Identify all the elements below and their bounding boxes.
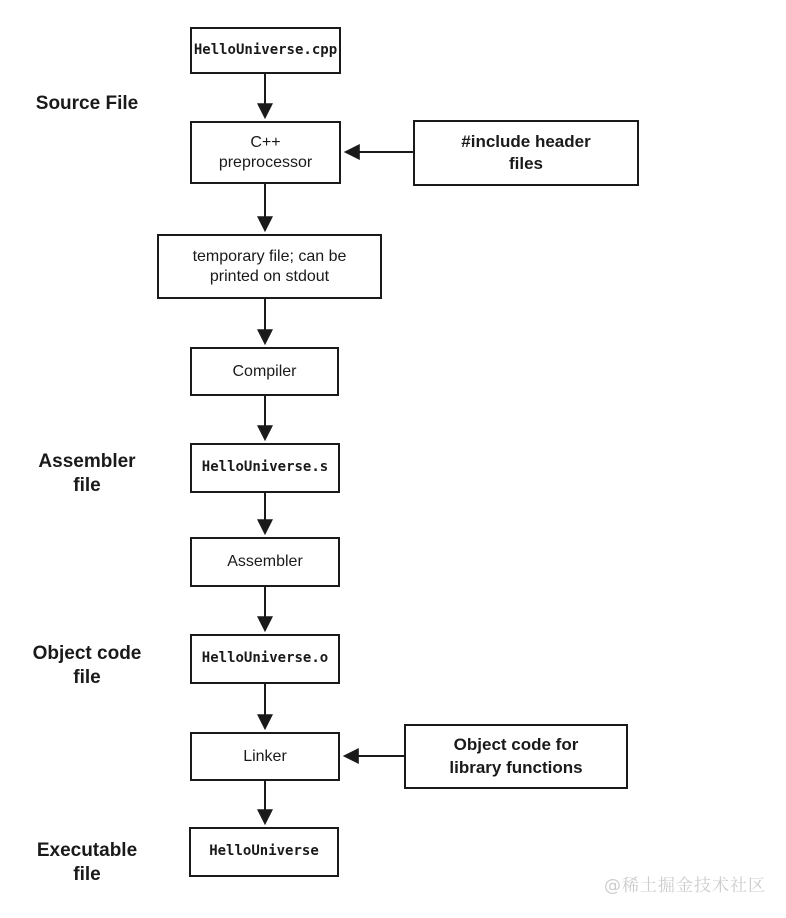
- label-assembler-file-line2: file: [73, 474, 101, 496]
- node-library-object-label-line2: library functions: [449, 757, 583, 777]
- node-assembler-label: Assembler: [227, 553, 303, 570]
- label-object-code-file: [12, 642, 162, 690]
- label-executable-file: [12, 839, 162, 887]
- node-temp-file-label-line1: temporary file; can be: [192, 247, 347, 265]
- node-executable-box: [189, 827, 339, 877]
- node-preprocessor-box: [190, 121, 341, 184]
- label-object-code-file-line1: Object code: [32, 643, 142, 664]
- label-assembler-file-line1: Assembler: [38, 451, 136, 472]
- node-source-file-box: [190, 27, 341, 74]
- node-library-object-box: [404, 724, 628, 789]
- watermark: @稀土掘金技术社区: [604, 876, 766, 896]
- node-include-headers-label-line2: files: [508, 154, 544, 173]
- node-linker-label: Linker: [243, 747, 287, 765]
- label-source-file-line1: Source File: [35, 93, 139, 114]
- label-executable-file-line1: Executable: [36, 840, 138, 861]
- label-source-file: [12, 92, 162, 116]
- node-object-file-label: HelloUniverse.o: [201, 650, 329, 667]
- node-compiler-label: Compiler: [232, 362, 297, 380]
- node-compiler-box: [190, 347, 339, 396]
- node-library-object-label-line1: Object code for: [453, 735, 579, 755]
- node-object-file-box: [190, 634, 340, 684]
- node-include-headers-label-line1: #include header: [461, 131, 591, 151]
- node-executable-label: HelloUniverse: [209, 843, 319, 860]
- label-object-code-file-line2: file: [73, 666, 101, 688]
- node-linker-box: [190, 732, 340, 781]
- node-assembler-file-label: HelloUniverse.s: [201, 459, 329, 476]
- node-preprocessor-label-line1: C++: [250, 133, 281, 151]
- node-temp-file-box: [157, 234, 382, 299]
- node-assembler-box: [190, 537, 340, 587]
- label-assembler-file: [12, 450, 162, 498]
- node-include-headers-box: [413, 120, 639, 186]
- node-preprocessor-label-line2: preprocessor: [218, 153, 313, 171]
- node-source-file-label: HelloUniverse.cpp: [193, 41, 338, 58]
- node-temp-file-label-line2: printed on stdout: [209, 267, 330, 285]
- label-executable-file-line2: file: [73, 863, 101, 885]
- node-assembler-file-box: [190, 443, 340, 493]
